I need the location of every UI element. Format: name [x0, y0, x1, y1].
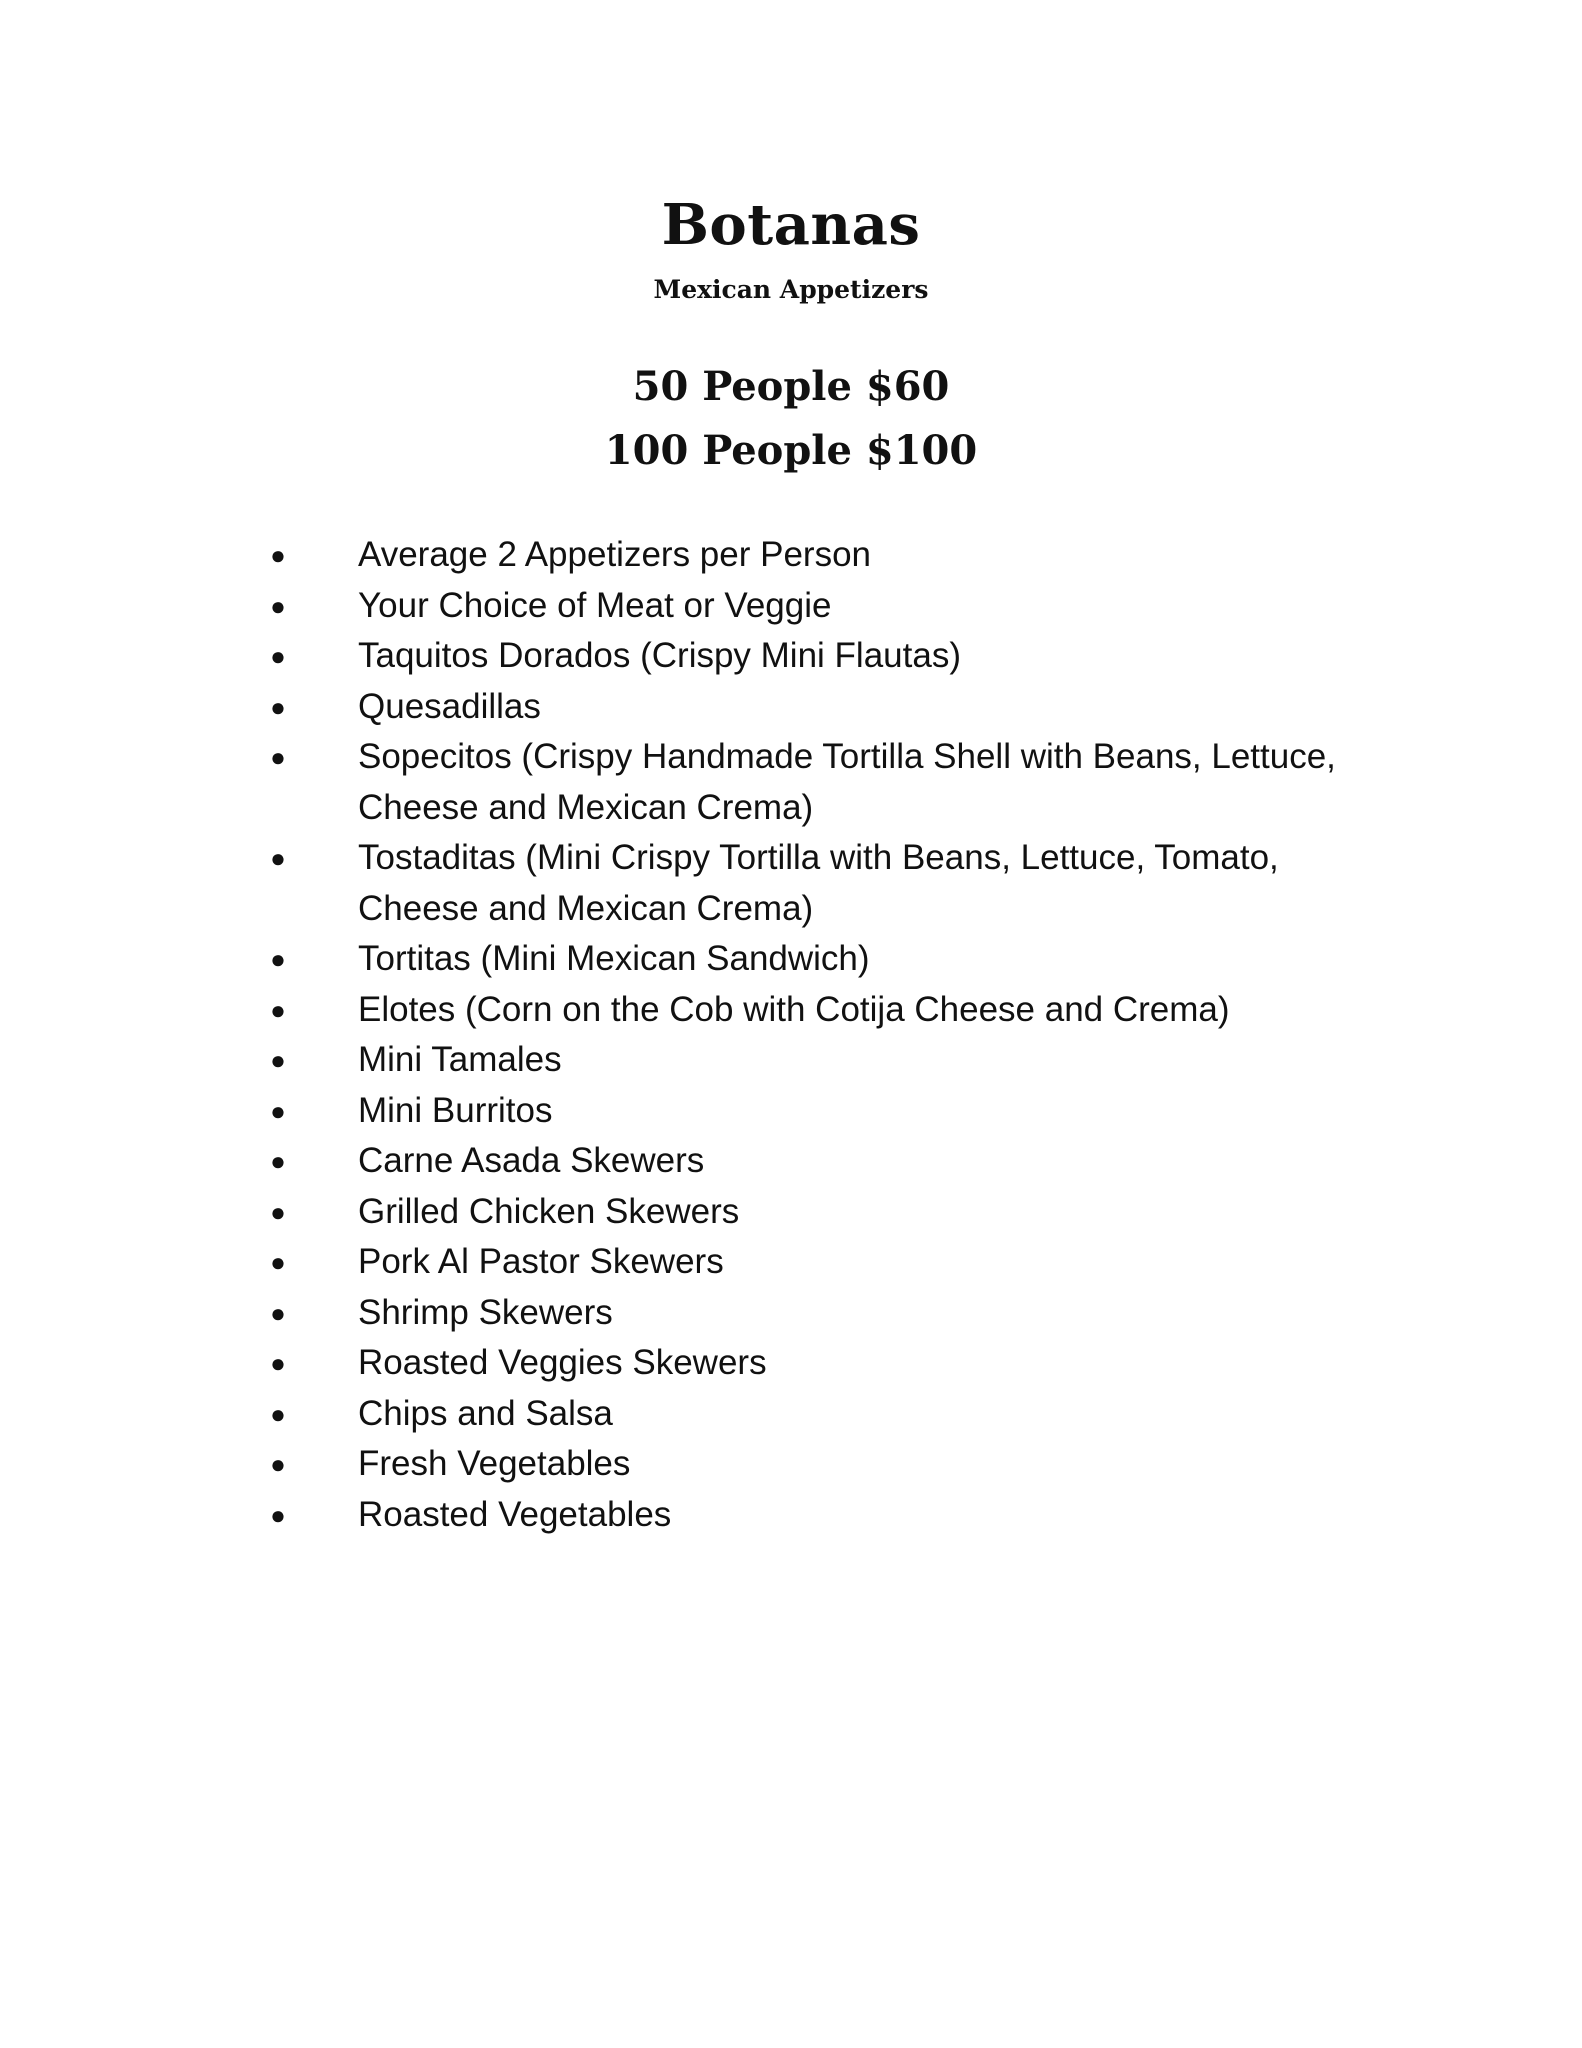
list-item-text: Quesadillas: [358, 686, 541, 726]
list-item: [266, 530, 1396, 581]
list-item: [266, 1035, 1396, 1086]
bullet-icon: ●: [270, 1247, 286, 1277]
list-item-text: Pork Al Pastor Skewers: [358, 1242, 724, 1281]
bullet-icon: ●: [270, 1449, 286, 1479]
list-item: [266, 1288, 1396, 1339]
bullet-icon: ●: [270, 1095, 286, 1126]
bullet-icon: ●: [270, 742, 286, 772]
bullet-icon: ●: [270, 1348, 286, 1378]
list-item-text: Sopecitos (Crispy Handmade Tortilla Shell with Beans, Lettuce, Cheese and Mexican Crema): [358, 737, 1336, 827]
bullet-icon: ●: [270, 691, 286, 722]
list-item-text: Mini Tamales: [358, 1040, 562, 1079]
list-item-text: Chips and Salsa: [358, 1393, 613, 1433]
bullet-icon: ●: [270, 994, 286, 1025]
list-item-text: Fresh Vegetables: [358, 1444, 631, 1483]
price-tier-50: 50 People $60: [632, 363, 950, 410]
bullet-icon: ●: [270, 944, 286, 974]
bullet-icon: ●: [270, 540, 286, 570]
list-item-text: Taquitos Dorados (Crispy Mini Flautas): [358, 636, 961, 675]
bullet-icon: ●: [270, 1398, 286, 1429]
list-item-text: Roasted Vegetables: [358, 1494, 672, 1534]
list-item-text: Your Choice of Meat or Veggie: [358, 585, 832, 625]
list-item: [266, 732, 1396, 833]
list-item-text: Tostaditas (Mini Crispy Tortilla with Beans, Lettuce, Tomato, Cheese and Mexican Crema): [358, 838, 1279, 928]
list-item-text: Elotes (Corn on the Cob with Cotija Cheese and Crema): [358, 989, 1230, 1029]
list-item-text: Shrimp Skewers: [358, 1292, 613, 1332]
bullet-icon: ●: [270, 1196, 286, 1227]
list-item: [266, 1086, 1396, 1137]
list-item: [266, 631, 1396, 682]
list-item: [266, 1389, 1396, 1440]
list-item: [266, 1439, 1396, 1490]
bullet-icon: ●: [270, 590, 286, 621]
list-item: [266, 985, 1396, 1036]
appetizer-list: [266, 530, 1396, 1540]
list-item-text: Mini Burritos: [358, 1090, 553, 1130]
list-item: [266, 1338, 1396, 1389]
bullet-icon: ●: [270, 1146, 286, 1176]
bullet-icon: ●: [270, 843, 286, 873]
list-item: [266, 1237, 1396, 1288]
bullet-icon: ●: [270, 1045, 286, 1075]
bullet-icon: ●: [270, 1297, 286, 1328]
list-item-text: Roasted Veggies Skewers: [358, 1343, 767, 1382]
menu-subtitle: Mexican Appetizers: [653, 275, 929, 304]
list-item: [266, 1187, 1396, 1238]
list-item-text: Average 2 Appetizers per Person: [358, 535, 872, 574]
list-item: [266, 581, 1396, 632]
list-item: [266, 1490, 1396, 1541]
list-item: [266, 833, 1396, 934]
list-item: [266, 934, 1396, 985]
bullet-icon: ●: [270, 1499, 286, 1530]
list-item-text: Grilled Chicken Skewers: [358, 1191, 740, 1231]
bullet-icon: ●: [270, 641, 286, 671]
list-item: [266, 1136, 1396, 1187]
price-tier-100: 100 People $100: [604, 427, 978, 474]
list-item-text: Carne Asada Skewers: [358, 1141, 705, 1180]
menu-title: Botanas: [661, 192, 921, 258]
list-item: [266, 682, 1396, 733]
list-item-text: Tortitas (Mini Mexican Sandwich): [358, 939, 870, 978]
